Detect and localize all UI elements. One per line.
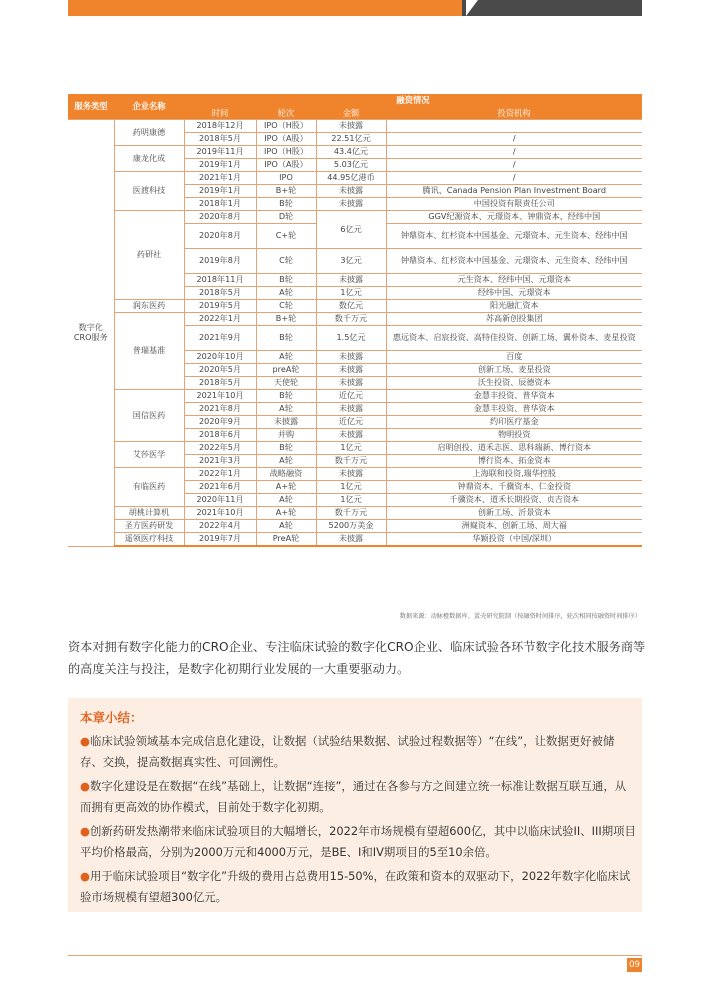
time-cell: 2020年8月 <box>184 211 256 224</box>
amount-cell: 44.95亿港币 <box>316 172 386 185</box>
page-number: 09 <box>627 958 642 972</box>
time-cell: 2021年1月 <box>184 172 256 185</box>
round-cell: 天使轮 <box>256 377 316 390</box>
round-cell: 战略融资 <box>256 468 316 481</box>
investor-cell: 腾讯、Canada Pension Plan Investment Board <box>386 185 642 198</box>
amount-cell: 未披露 <box>316 274 386 287</box>
summary-item-text: 临床试验领域基本完成信息化建设，让数据（试验结果数据、试验过程数据等）“在线”，让数据更好被储存、交换，提高数据真实性、可回溯性。 <box>80 734 615 769</box>
time-cell: 2021年8月 <box>184 403 256 416</box>
round-cell: preA轮 <box>256 364 316 377</box>
time-cell: 2019年1月 <box>184 159 256 172</box>
table-row <box>68 533 642 547</box>
round-cell: B轮 <box>256 198 316 211</box>
amount-cell: 5.03亿元 <box>316 159 386 172</box>
header-dark-bar <box>462 0 642 16</box>
chapter-summary-box <box>68 698 642 912</box>
financing-table <box>68 94 642 547</box>
company-cell: 遥领医疗科技 <box>114 533 184 547</box>
investor-cell: 物明投资 <box>386 429 642 442</box>
amount-cell: 1亿元 <box>316 494 386 507</box>
round-cell: IPO（H股） <box>256 146 316 159</box>
table-row <box>68 146 642 159</box>
amount-cell: 数千万元 <box>316 507 386 520</box>
investor-cell: 约印医疗基金 <box>386 416 642 429</box>
time-cell: 2018年5月 <box>184 377 256 390</box>
time-cell: 2021年10月 <box>184 390 256 403</box>
investor-cell: / <box>386 159 642 172</box>
company-cell: 药明康德 <box>114 120 184 146</box>
round-cell: C轮 <box>256 300 316 313</box>
header-bar-divider <box>466 0 478 16</box>
investor-cell: 元生资本、经纬中国、元璟资本 <box>386 274 642 287</box>
summary-title: 本章小结： <box>80 710 143 725</box>
investor-cell: / <box>386 172 642 185</box>
amount-cell: 5200万美金 <box>316 520 386 533</box>
investor-cell: 苏高新创投集团 <box>386 313 642 326</box>
company-cell: 圣方医药研发 <box>114 520 184 533</box>
amount-cell: 数亿元 <box>316 300 386 313</box>
round-cell: B轮 <box>256 326 316 351</box>
investor-cell: / <box>386 133 642 146</box>
amount-cell: 近亿元 <box>316 390 386 403</box>
investor-cell: 百度 <box>386 351 642 364</box>
time-cell: 2018年11月 <box>184 274 256 287</box>
header-amount: 金额 <box>316 108 386 120</box>
summary-item-text: 创新药研发热潮带来临床试验项目的大幅增长，2022年市场规模有望超600亿，其中以临床试验II、III期项目平均价格最高，分别为2000万元和4000万元，是BE、I和IV期项目的5至10余倍。 <box>80 824 636 859</box>
amount-cell: 未披露 <box>316 185 386 198</box>
round-cell: 并购 <box>256 429 316 442</box>
time-cell: 2020年9月 <box>184 416 256 429</box>
data-source-note: 数据来源：动脉橙数据库、蛋壳研究院制（按融资时间排序，轮次相同按融资时间排序） <box>399 613 641 620</box>
investor-cell: 惠远资本、启宸投资、高特佳投资、创新工场、翼朴资本、麦星投资 <box>386 326 642 351</box>
summary-item <box>80 821 636 863</box>
time-cell: 2020年10月 <box>184 351 256 364</box>
round-cell: B轮 <box>256 442 316 455</box>
table-row <box>68 390 642 403</box>
time-cell: 2021年9月 <box>184 326 256 351</box>
time-cell: 2019年8月 <box>184 249 256 274</box>
investor-cell: 金慧丰投资、普华资本 <box>386 390 642 403</box>
time-cell: 2019年1月 <box>184 185 256 198</box>
round-cell: B+轮 <box>256 313 316 326</box>
amount-cell: 未披露 <box>316 429 386 442</box>
amount-cell: 22.51亿元 <box>316 133 386 146</box>
company-cell: 康龙化成 <box>114 146 184 172</box>
investor-cell: GGV纪源资本、元璟资本、钟鼎资本、经纬中国 <box>386 211 642 224</box>
header-company-name: 企业名称 <box>114 94 184 120</box>
table-row <box>68 172 642 185</box>
amount-cell: 近亿元 <box>316 416 386 429</box>
company-cell: 艾莎医学 <box>114 442 184 468</box>
header-financing-info: 融资情况 <box>184 94 642 108</box>
investor-cell: 创新工场、麦星投资 <box>386 364 642 377</box>
amount-cell: 未披露 <box>316 468 386 481</box>
company-cell: 药研社 <box>114 211 184 300</box>
table-row <box>68 442 642 455</box>
investor-cell: 沃生投资、辰德资本 <box>386 377 642 390</box>
amount-cell: 1.5亿元 <box>316 326 386 351</box>
time-cell: 2019年7月 <box>184 533 256 547</box>
round-cell: B轮 <box>256 274 316 287</box>
round-cell: B轮 <box>256 390 316 403</box>
round-cell: IPO（H股） <box>256 120 316 133</box>
time-cell: 2019年5月 <box>184 300 256 313</box>
table-row <box>68 300 642 313</box>
amount-cell: 43.4亿元 <box>316 146 386 159</box>
investor-cell: 上海联和投资,瑞华控股 <box>386 468 642 481</box>
amount-cell: 未披露 <box>316 351 386 364</box>
investor-cell: 华颖投资（中国/深圳） <box>386 533 642 547</box>
time-cell: 2022年1月 <box>184 313 256 326</box>
time-cell: 2021年3月 <box>184 455 256 468</box>
investor-cell: 钟鼎资本、红杉资本中国基金、元璟资本、元生资本、经纬中国 <box>386 249 642 274</box>
investor-cell: 千骥资本、道禾长期投资、贞吉资本 <box>386 494 642 507</box>
investor-cell <box>386 120 642 133</box>
round-cell: A轮 <box>256 494 316 507</box>
company-cell: 有临医药 <box>114 468 184 507</box>
summary-item-text: 用于临床试验项目“数字化”升级的费用占总费用15-50%，在政策和资本的双驱动下，2022年数字化临床试验市场规模有望超300亿元。 <box>80 869 631 904</box>
time-cell: 2018年12月 <box>184 120 256 133</box>
round-cell: A轮 <box>256 520 316 533</box>
footer-divider <box>68 955 642 956</box>
table-row <box>68 468 642 481</box>
time-cell: 2018年6月 <box>184 429 256 442</box>
amount-cell: 1亿元 <box>316 481 386 494</box>
investor-cell: 启明创投、道禾志医、思科瑞新、博行资本 <box>386 442 642 455</box>
service-category-cell: 数字化CRO服务 <box>68 120 114 547</box>
investor-cell: 经纬中国、元璟资本 <box>386 287 642 300</box>
time-cell: 2019年11月 <box>184 146 256 159</box>
summary-item <box>80 731 636 773</box>
round-cell: A轮 <box>256 287 316 300</box>
table-row <box>68 313 642 326</box>
bullet-icon: ● <box>80 734 90 748</box>
round-cell: C+轮 <box>256 224 316 249</box>
amount-cell: 1亿元 <box>316 442 386 455</box>
table-row <box>68 507 642 520</box>
bullet-icon: ● <box>80 869 90 883</box>
amount-cell: 6亿元 <box>316 211 386 249</box>
investor-cell: 金慧丰投资、普华资本 <box>386 403 642 416</box>
amount-cell: 3亿元 <box>316 249 386 274</box>
amount-cell: 未披露 <box>316 198 386 211</box>
summary-item <box>80 776 636 818</box>
round-cell: A轮 <box>256 455 316 468</box>
amount-cell: 未披露 <box>316 364 386 377</box>
body-paragraph: 资本对拥有数字化能力的CRO企业、专注临床试验的数字化CRO企业、临床试验各环节数字化技术服务商等的高度关注与投注，是数字化初期行业发展的一大重要驱动力。 <box>68 640 646 676</box>
table-row <box>68 211 642 224</box>
header-accent-bar <box>68 0 478 16</box>
amount-cell: 未披露 <box>316 533 386 547</box>
header-round: 轮次 <box>256 108 316 120</box>
amount-cell: 1亿元 <box>316 287 386 300</box>
header-service-type: 服务类型 <box>68 94 114 120</box>
round-cell: C轮 <box>256 249 316 274</box>
time-cell: 2021年10月 <box>184 507 256 520</box>
time-cell: 2022年4月 <box>184 520 256 533</box>
time-cell: 2020年8月 <box>184 224 256 249</box>
investor-cell: 洲嶷资本、创新工场、周大福 <box>386 520 642 533</box>
time-cell: 2018年5月 <box>184 133 256 146</box>
round-cell: D轮 <box>256 211 316 224</box>
table-row <box>68 520 642 533</box>
investor-cell: 阳光融汇资本 <box>386 300 642 313</box>
company-cell: 胡桃计算机 <box>114 507 184 520</box>
time-cell: 2021年6月 <box>184 481 256 494</box>
amount-cell: 未披露 <box>316 377 386 390</box>
company-cell: 医渡科技 <box>114 172 184 211</box>
header-investors: 投资机构 <box>386 108 642 120</box>
round-cell: A+轮 <box>256 481 316 494</box>
round-cell: B+轮 <box>256 185 316 198</box>
round-cell: A轮 <box>256 403 316 416</box>
round-cell: A轮 <box>256 351 316 364</box>
amount-cell: 数千万元 <box>316 313 386 326</box>
company-cell: 润东医药 <box>114 300 184 313</box>
summary-item-text: 数字化建设是在数据“在线”基础上，让数据“连接”，通过在各参与方之间建立统一标准让数据互联互通，从而拥有更高效的协作模式，目前处于数字化初期。 <box>80 779 627 814</box>
time-cell: 2022年1月 <box>184 468 256 481</box>
time-cell: 2020年5月 <box>184 364 256 377</box>
header-time: 时间 <box>184 108 256 120</box>
time-cell: 2020年11月 <box>184 494 256 507</box>
round-cell: 未披露 <box>256 416 316 429</box>
table-row <box>68 120 642 133</box>
bullet-icon: ● <box>80 779 90 793</box>
amount-cell: 未披露 <box>316 120 386 133</box>
round-cell: IPO（A股） <box>256 133 316 146</box>
investor-cell: 创新工场、沂景资本 <box>386 507 642 520</box>
summary-item <box>80 866 636 908</box>
round-cell: A+轮 <box>256 507 316 520</box>
investor-cell: / <box>386 146 642 159</box>
round-cell: IPO（A股） <box>256 159 316 172</box>
company-cell: 普瑞基准 <box>114 313 184 390</box>
investor-cell: 博行资本、拓金资本 <box>386 455 642 468</box>
amount-cell: 未披露 <box>316 403 386 416</box>
round-cell: IPO <box>256 172 316 185</box>
bullet-icon: ● <box>80 824 90 838</box>
amount-cell: 数千万元 <box>316 455 386 468</box>
time-cell: 2018年5月 <box>184 287 256 300</box>
company-cell: 国信医药 <box>114 390 184 442</box>
round-cell: PreA轮 <box>256 533 316 547</box>
time-cell: 2022年5月 <box>184 442 256 455</box>
time-cell: 2018年1月 <box>184 198 256 211</box>
investor-cell: 中国投资有限责任公司 <box>386 198 642 211</box>
investor-cell: 钟鼎资本、千骥资本、仁金投资 <box>386 481 642 494</box>
investor-cell: 钟鼎资本、红杉资本中国基金、元璟资本、元生资本、经纬中国 <box>386 224 642 249</box>
